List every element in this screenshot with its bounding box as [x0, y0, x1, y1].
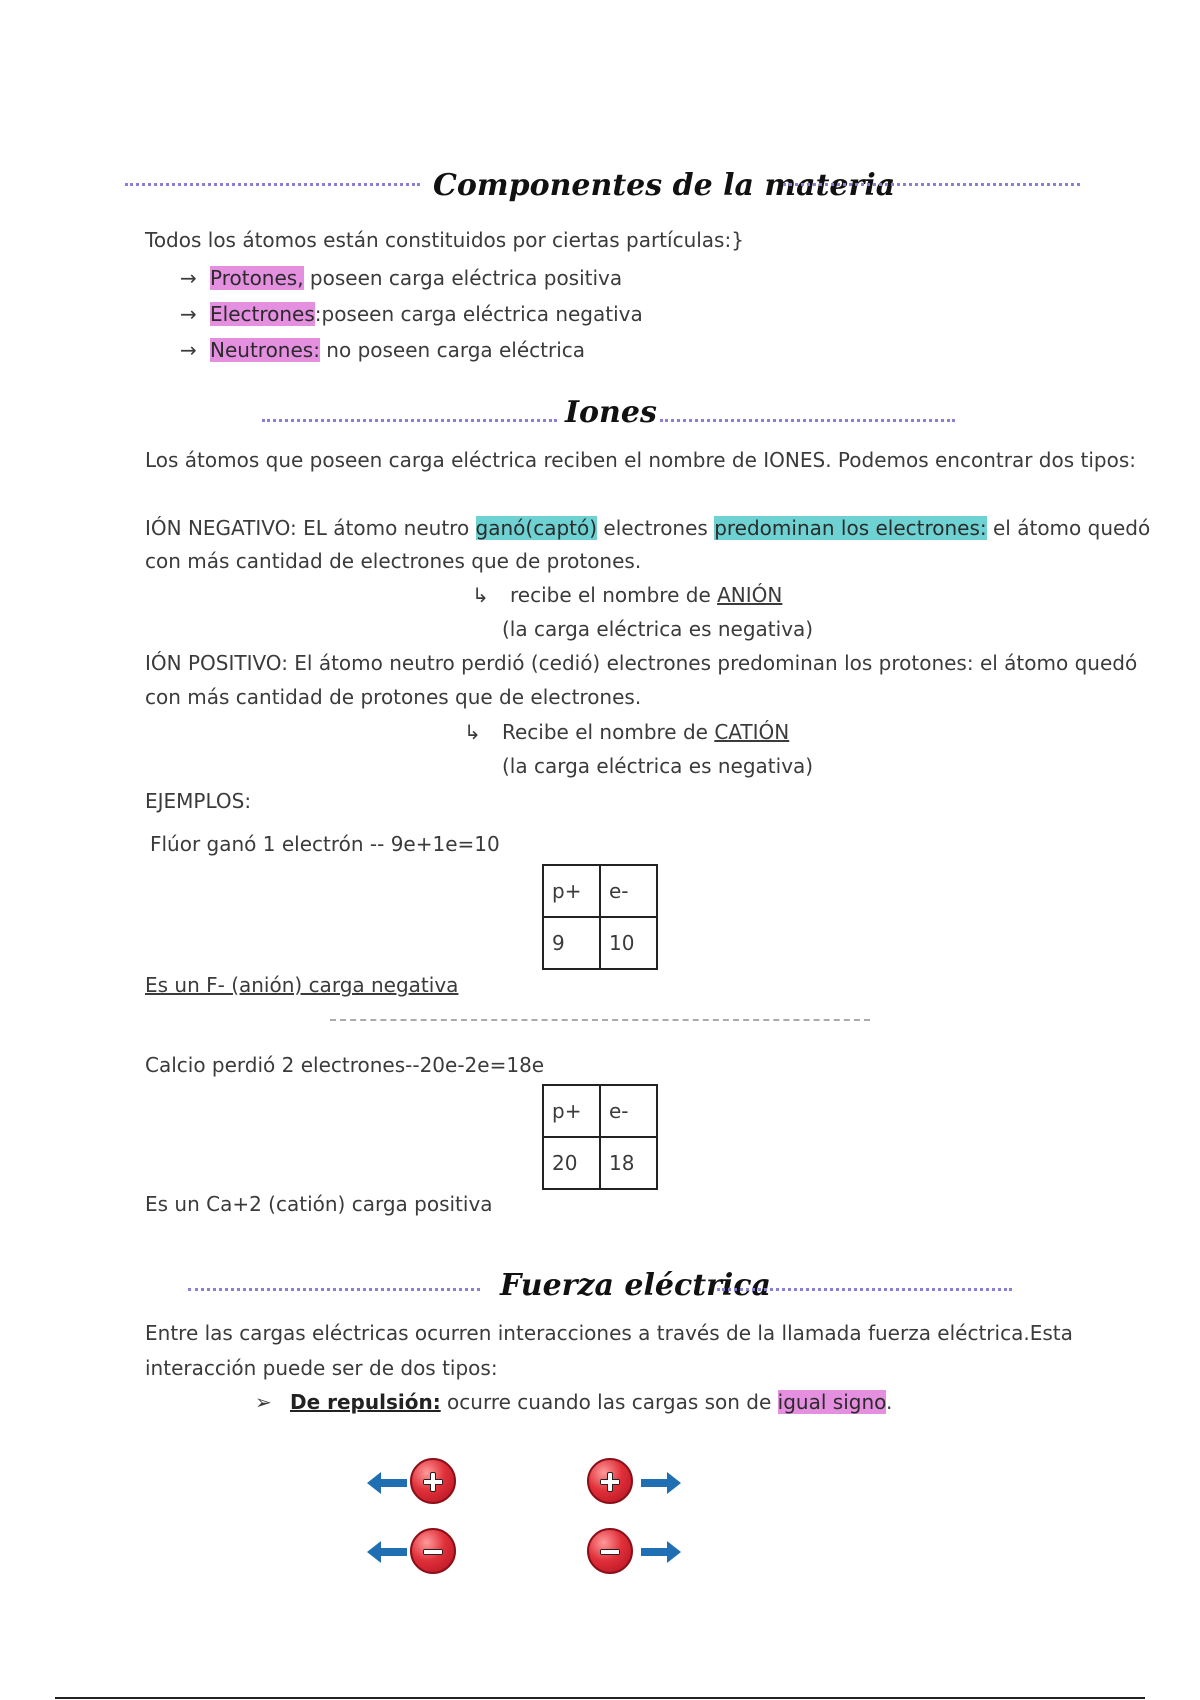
title-divider-right [660, 419, 955, 422]
section-title-iones: Iones [565, 395, 657, 430]
positive-charge-icon [587, 1458, 633, 1504]
right-arrow-icon [641, 1470, 681, 1496]
positive-charge-icon [410, 1458, 456, 1504]
title-divider-left [125, 183, 420, 186]
examples-label: EJEMPLOS: [145, 789, 252, 813]
term-electrones: Electrones [210, 302, 315, 326]
left-arrow-icon [367, 1539, 407, 1565]
highlight-predominan: predominan los electrones: [714, 516, 987, 540]
anion-line [472, 583, 782, 607]
title-divider-right [783, 183, 1080, 186]
item-text: no poseen carga eléctrica [319, 338, 586, 362]
highlight-igual-signo: igual signo [777, 1390, 887, 1414]
list-item-electrones [180, 302, 643, 326]
table-header-cell: e- [600, 1085, 657, 1137]
term-neutrones: Neutrones: [210, 338, 320, 362]
example-calcio-text: Calcio perdió 2 electrones--20e-2e=18e [145, 1053, 545, 1077]
table-header-cell: e- [600, 865, 657, 917]
text-fragment: ocurre cuando las cargas son de [440, 1390, 778, 1414]
list-item-neutrones [180, 338, 585, 362]
anion-note: (la carga eléctrica es negativa) [502, 617, 814, 641]
fuerza-line2: interacción puede ser de dos tipos: [145, 1356, 498, 1380]
iones-intro: Los átomos que poseen carga eléctrica reciben el nombre de IONES. Podemos encontrar dos tipos: [145, 448, 1136, 472]
ion-table-calcio [542, 1084, 658, 1190]
right-arrow-icon: → [180, 338, 197, 362]
cation-note: (la carga eléctrica es negativa) [502, 754, 814, 778]
example-calcio-result: Es un Ca+2 (catión) carga positiva [145, 1192, 493, 1216]
table-cell: 18 [600, 1137, 657, 1189]
highlight-gano: ganó(captó) [475, 516, 598, 540]
title-divider-right [717, 1288, 1012, 1291]
text-fragment: recibe el nombre de [510, 583, 718, 607]
right-arrow-icon: → [180, 266, 197, 290]
section-title-componentes: Componentes de la materia [433, 168, 896, 203]
text-fragment: electrones [597, 516, 715, 540]
item-text: poseen carga eléctrica positiva [303, 266, 623, 290]
down-right-arrow-icon: ↳ [464, 720, 481, 744]
title-divider-left [262, 419, 557, 422]
ion-table-fluor [542, 864, 658, 970]
list-item-protones [180, 266, 622, 290]
ion-positivo-line1: IÓN POSITIVO: El átomo neutro perdió (cedió) electrones predominan los protones: el átomo quedó [145, 651, 1138, 675]
anion-term: ANIÓN [717, 583, 783, 607]
cation-term: CATIÓN [714, 720, 790, 744]
table-cell: 20 [543, 1137, 600, 1189]
table-row [543, 917, 657, 969]
table-row [543, 1085, 657, 1137]
bullet-arrow-icon: ➢ [255, 1390, 272, 1414]
table-row [543, 1137, 657, 1189]
negative-charge-icon [410, 1528, 456, 1574]
text-fragment: IÓN NEGATIVO: EL átomo neutro [145, 516, 476, 540]
cation-line [464, 720, 789, 744]
title-divider-left [188, 1288, 480, 1291]
table-header-cell: p+ [543, 865, 600, 917]
ion-negativo-line2: con más cantidad de electrones que de protones. [145, 549, 642, 573]
table-header-cell: p+ [543, 1085, 600, 1137]
example-divider [330, 1019, 870, 1021]
example-fluor-text: Flúor ganó 1 electrón -- 9e+1e=10 [150, 832, 500, 856]
down-right-arrow-icon: ↳ [472, 583, 489, 607]
text-fragment: . [886, 1390, 893, 1414]
text-fragment: Recibe el nombre de [502, 720, 715, 744]
right-arrow-icon [641, 1539, 681, 1565]
item-text: :poseen carga eléctrica negativa [314, 302, 643, 326]
left-arrow-icon [367, 1470, 407, 1496]
right-arrow-icon: → [180, 302, 197, 326]
table-cell: 9 [543, 917, 600, 969]
text-fragment: el átomo quedó [986, 516, 1151, 540]
repulsion-term: De repulsión: [290, 1390, 441, 1414]
example-fluor-result: Es un F- (anión) carga negativa [145, 973, 459, 997]
fuerza-line1: Entre las cargas eléctricas ocurren interacciones a través de la llamada fuerza eléctrica.Esta [145, 1321, 1073, 1345]
section-title-fuerza: Fuerza eléctrica [500, 1268, 771, 1303]
intro-text: Todos los átomos están constituidos por ciertas partículas:} [145, 228, 744, 252]
negative-charge-icon [587, 1528, 633, 1574]
page-bottom-rule [55, 1697, 1145, 1699]
table-cell: 10 [600, 917, 657, 969]
repulsion-bullet [255, 1390, 892, 1414]
term-protones: Protones, [210, 266, 304, 290]
ion-positivo-line2: con más cantidad de protones que de electrones. [145, 685, 642, 709]
ion-negativo-line1 [145, 516, 1150, 540]
table-row [543, 865, 657, 917]
